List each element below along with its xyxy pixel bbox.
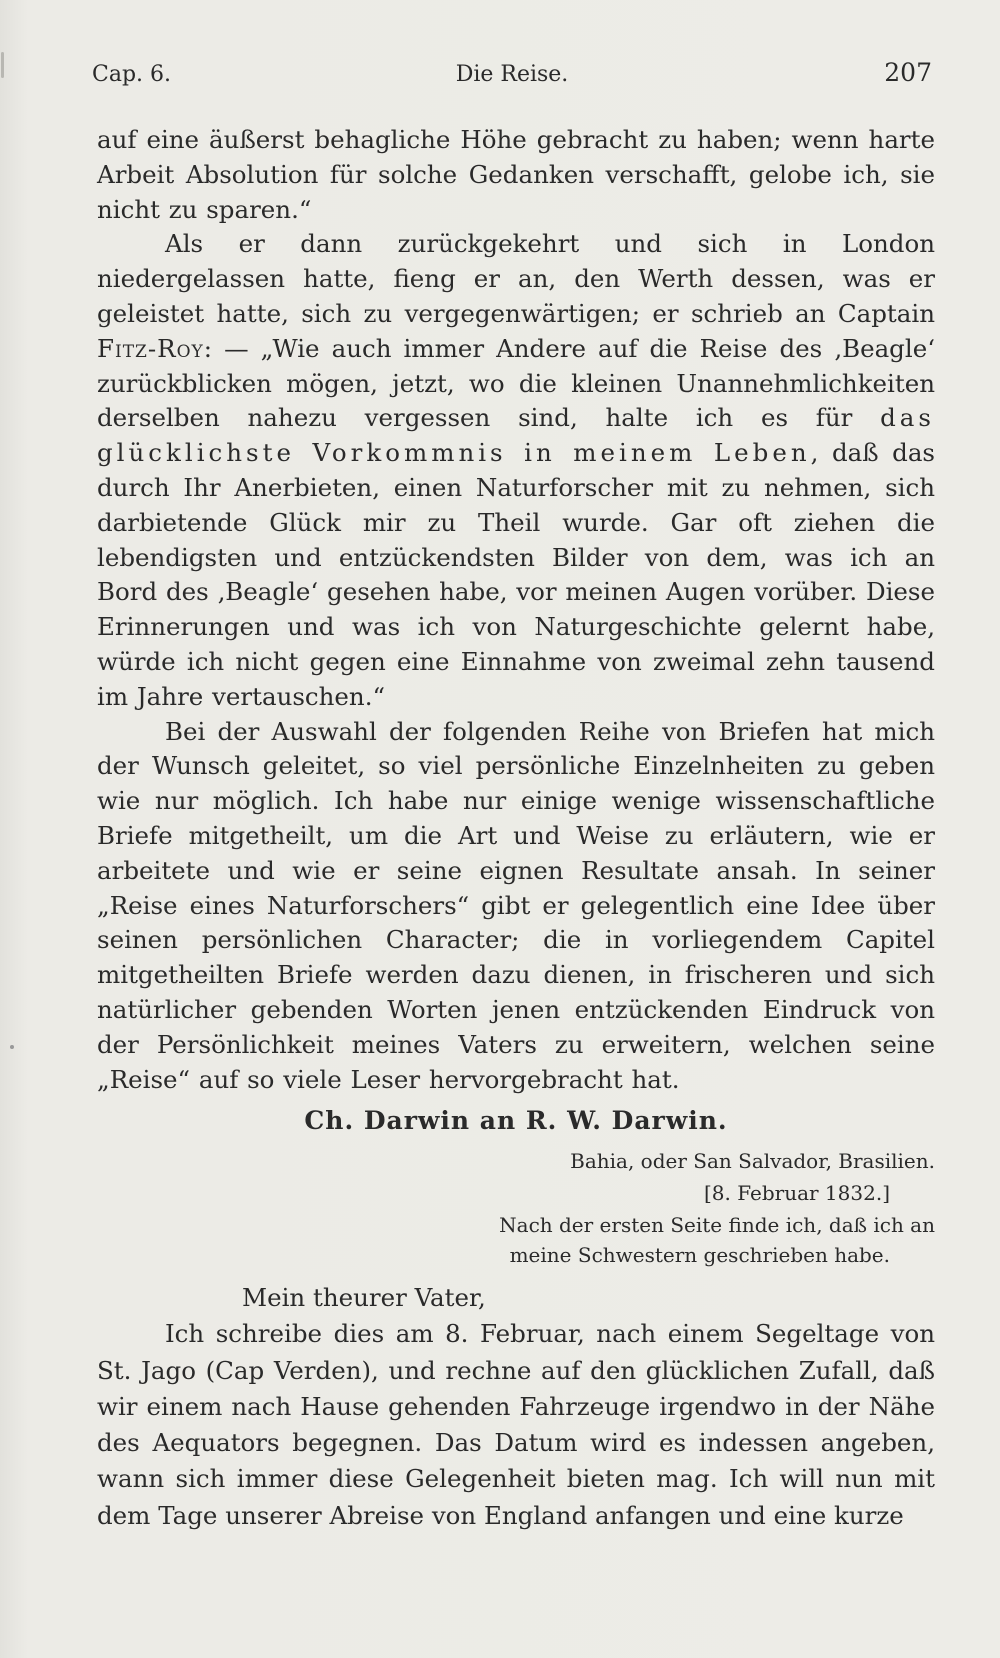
letter-date: [8. Februar 1832.]	[703, 1181, 890, 1205]
letter-note-line-2: meine Schwestern geschrieben habe.	[509, 1243, 890, 1267]
letter-place: Bahia, oder San Salvador, Brasilien.	[570, 1149, 935, 1173]
chapter-label: Cap. 6.	[92, 62, 172, 87]
running-header	[92, 58, 932, 94]
page-number: 207	[884, 58, 932, 87]
page-edge-mark	[1, 52, 4, 78]
paragraph-3: Bei der Auswahl der folgenden Reihe von Briefen hat mich der Wunsch geleitet, so viel persönliche Einzelnheiten zu geben wie nur möglich. Ich habe nur einige wenige wissenschaftliche Briefe mitgetheilt, um die Art und Weise zu erläutern, wie er arbeitete und wie er seine eignen Resultate ansah. In seiner „Reise eines Naturforschers“ gibt er gelegentlich eine Idee über seinen persönlichen Character; die in vorliegendem Capitel mitgetheilten Briefe werden dazu dienen, in frischeren und sich natürlicher gebenden Worten jenen entzückenden Eindruck von der Persönlichkeit meines Vaters zu erweitern, welchen seine „Reise“ auf so viele Leser hervorgebracht hat.	[97, 716, 935, 1094]
letter-salutation: Mein theurer Vater,	[242, 1283, 486, 1312]
paragraph-2-part-c: , daß das durch Ihr Anerbieten, einen Naturforscher mit zu nehmen, sich darbietende Glück mir zu Theil wurde. Gar oft ziehen die lebendigsten und entzückendsten Bilder von dem, was ich an Bord des ‚Beagle‘ gesehen habe, vor meinen Augen vorüber. Diese Erinnerungen und was ich von Naturgeschichte gelernt habe, würde ich nicht gegen eine Einnahme von zweimal zehn tausend im Jahre vertauschen.“	[97, 438, 935, 711]
emphasized-phrase: das glücklichste Vorkommnis in meinem Leben	[97, 403, 935, 468]
paragraph-1: auf eine äußerst behagliche Höhe gebracht zu haben; wenn harte Arbeit Absolution für solche Gedanken verschafft, gelobe ich, sie nicht zu sparen.“	[97, 125, 935, 224]
main-text	[97, 123, 935, 1097]
paragraph-2-part-b: : — „Wie auch immer Andere auf die Reise des ‚Beagle‘ zurückblicken mögen, jetzt, wo die kleinen Unannehmlichkeiten derselben nahezu vergessen sind, halte ich es für	[97, 333, 935, 433]
running-title: Die Reise.	[455, 62, 569, 87]
letter-title: Ch. Darwin an R. W. Darwin.	[304, 1106, 728, 1135]
letter-note-line-1: Nach der ersten Seite finde ich, daß ich an	[499, 1213, 935, 1237]
scan-speck	[10, 1045, 14, 1049]
paragraph-2	[97, 227, 935, 714]
letter-content	[97, 1280, 935, 1534]
person-name-fitzroy: Fitz-Roy	[97, 333, 204, 363]
paragraph-2-part-a: Als er dann zurückgekehrt und sich in London niedergelassen hatte, fieng er an, den Werth dessen, was er geleistet hatte, sich zu vergegenwärtigen; er schrieb an Captain	[97, 229, 935, 328]
letter-paragraph: Ich schreibe dies am 8. Februar, nach einem Segeltage von St. Jago (Cap Verden), und rechne auf den glücklichen Zufall, daß wir einem nach Hause gehenden Fahrzeuge irgendwo in der Nähe des Aequators begegnen. Das Datum wird es indessen angeben, wann sich immer diese Gelegenheit bieten mag. Ich will nun mit dem Tage unserer Abreise von England anfangen und eine kurze	[97, 1319, 935, 1530]
